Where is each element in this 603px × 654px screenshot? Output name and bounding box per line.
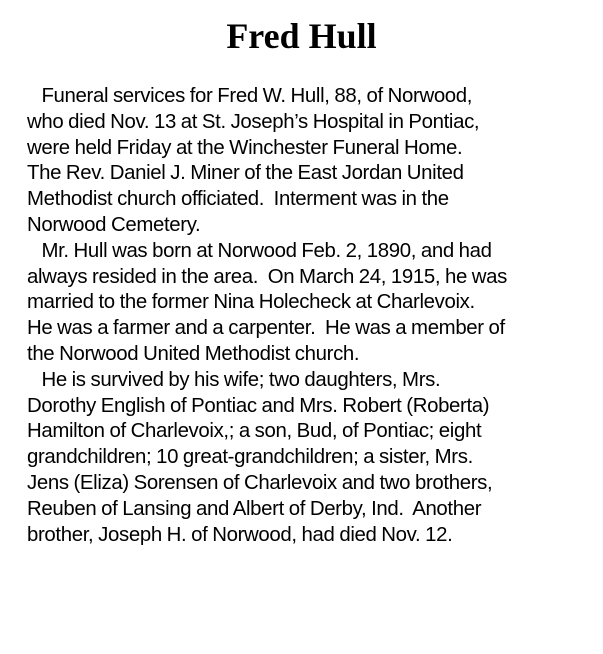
body-line: Dorothy English of Pontiac and Mrs. Robert (Roberta): [27, 394, 490, 417]
body-line: The Rev. Daniel J. Miner of the East Jordan United: [27, 162, 464, 185]
body-line: Norwood Cemetery.: [27, 213, 201, 236]
body-line: Methodist church officiated. Interment was in the: [27, 188, 449, 211]
body-line: Hamilton of Charlevoix,; a son, Bud, of Pontiac; eight: [27, 420, 482, 443]
body-line: the Norwood United Methodist church.: [27, 342, 360, 365]
body-line: married to the former Nina Holecheck at Charlevoix.: [27, 291, 475, 314]
body-line: Funeral services for Fred W. Hull, 88, of Norwood,: [27, 85, 473, 107]
body-line: Reuben of Lansing and Albert of Derby, Ind. Another: [27, 497, 482, 520]
body-line: always resided in the area. On March 24, 1915, he was: [27, 265, 507, 288]
body-line: who died Nov. 13 at St. Joseph’s Hospital in Pontiac,: [27, 110, 480, 133]
obituary-body: [27, 84, 597, 548]
body-line: He is survived by his wife; two daughters, Mrs.: [27, 368, 441, 391]
body-line: brother, Joseph H. of Norwood, had died Nov. 12.: [27, 523, 453, 546]
body-line: grandchildren; 10 great-grandchildren; a sister, Mrs.: [27, 446, 473, 469]
obituary-title: Fred Hull: [226, 16, 377, 56]
body-line: He was a farmer and a carpenter. He was a member of: [27, 317, 505, 340]
body-line: were held Friday at the Winchester Funeral Home.: [27, 136, 463, 159]
body-line: Jens (Eliza) Sorensen of Charlevoix and two brothers,: [27, 471, 493, 494]
body-line: Mr. Hull was born at Norwood Feb. 2, 1890, and had: [27, 239, 492, 262]
